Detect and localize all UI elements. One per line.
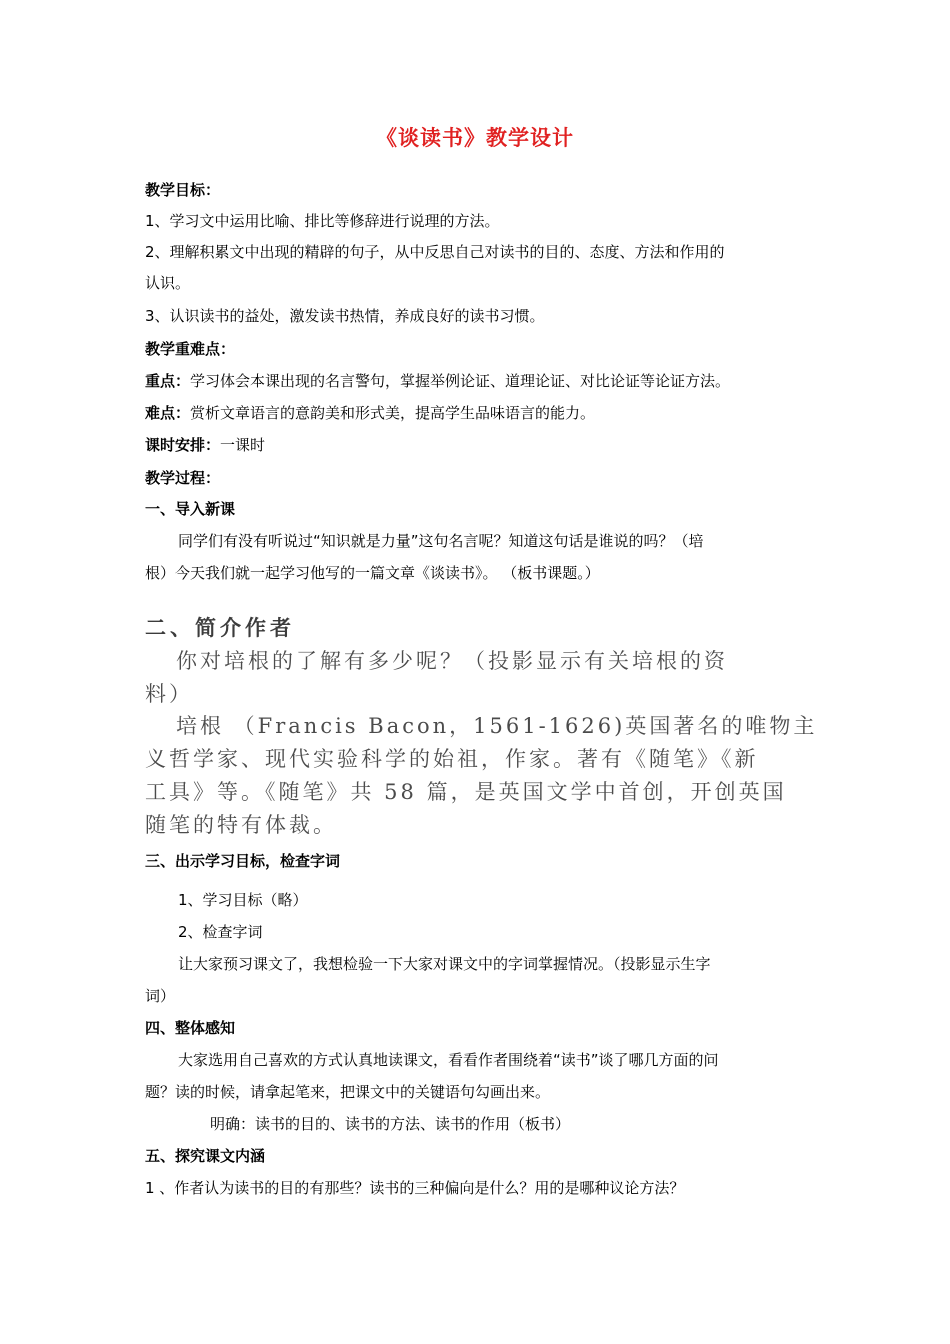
hard-point bbox=[145, 403, 595, 423]
section3-line: 词） bbox=[145, 987, 176, 1005]
section5-question: 1 、作者认为读书的目的有那些？读书的三种偏向是什么？用的是哪种议论方法？ bbox=[145, 1179, 685, 1197]
section2-line: 料） bbox=[145, 682, 193, 706]
section3-item: 1、学习目标（略） bbox=[178, 891, 308, 909]
objective-item: 2、理解积累文中出现的精辟的句子，从中反思自己对读书的目的、态度、方法和作用的 bbox=[145, 243, 725, 261]
section3-heading: 三、出示学习目标，检查字词 bbox=[145, 852, 341, 870]
section4-clarify: 明确：读书的目的、读书的方法、读书的作用（板书） bbox=[210, 1115, 571, 1133]
section2-line: 工具》等。《随笔》共 58 篇，是英国文学中首创，开创英国 bbox=[145, 780, 787, 804]
section2-line: 你对培根的了解有多少呢？（投影显示有关培根的资 bbox=[176, 649, 728, 673]
section4-heading: 四、整体感知 bbox=[145, 1019, 236, 1037]
hard-point-text: 赏析文章语言的意韵美和形式美，提高学生品味语言的能力。 bbox=[190, 404, 596, 422]
section2-line: 随笔的特有体裁。 bbox=[145, 813, 337, 837]
section1-line: 同学们有没有听说过“知识就是力量”这句名言呢？知道这句话是谁说的吗？（培 bbox=[178, 532, 704, 550]
objectives-heading: 教学目标： bbox=[145, 181, 221, 199]
key-point-text: 学习体会本课出现的名言警句，掌握举例论证、道理论证、对比论证等论证方法。 bbox=[190, 372, 731, 390]
section4-line: 大家选用自己喜欢的方式认真地读课文，看看作者围绕着“读书”谈了哪几方面的问 bbox=[178, 1051, 719, 1069]
section4-line: 题？读的时候，请拿起笔来，把课文中的关键语句勾画出来。 bbox=[145, 1083, 551, 1101]
schedule-value: 一课时 bbox=[220, 436, 266, 454]
schedule bbox=[145, 435, 265, 455]
difficulties-heading: 教学重难点： bbox=[145, 340, 236, 358]
section2-heading: 二、简介作者 bbox=[145, 615, 295, 640]
key-point-label: 重点： bbox=[145, 372, 191, 390]
schedule-label: 课时安排： bbox=[145, 436, 221, 454]
section1-line: 根）今天我们就一起学习他写的一篇文章《谈读书》。 （板书课题。） bbox=[145, 564, 600, 582]
section2-line: 义哲学家、现代实验科学的始祖，作家。著有《随笔》《新 bbox=[145, 747, 759, 771]
objective-item: 认识。 bbox=[145, 274, 191, 292]
hard-point-label: 难点： bbox=[145, 404, 191, 422]
section1-heading: 一、导入新课 bbox=[145, 500, 236, 518]
section2-line: 培根 （Francis Bacon，1561-1626)英国著名的唯物主 bbox=[176, 714, 818, 738]
section3-line: 让大家预习课文了，我想检验一下大家对课文中的字词掌握情况。（投影显示生字 bbox=[178, 955, 711, 973]
objective-item: 1、学习文中运用比喻、排比等修辞进行说理的方法。 bbox=[145, 212, 500, 230]
section3-item: 2、检查字词 bbox=[178, 923, 263, 941]
section5-heading: 五、探究课文内涵 bbox=[145, 1147, 266, 1165]
document-title: 《谈读书》教学设计 bbox=[376, 126, 574, 150]
key-point bbox=[145, 371, 730, 391]
process-heading: 教学过程： bbox=[145, 469, 221, 487]
objective-item: 3、认识读书的益处，激发读书热情，养成良好的读书习惯。 bbox=[145, 307, 545, 325]
